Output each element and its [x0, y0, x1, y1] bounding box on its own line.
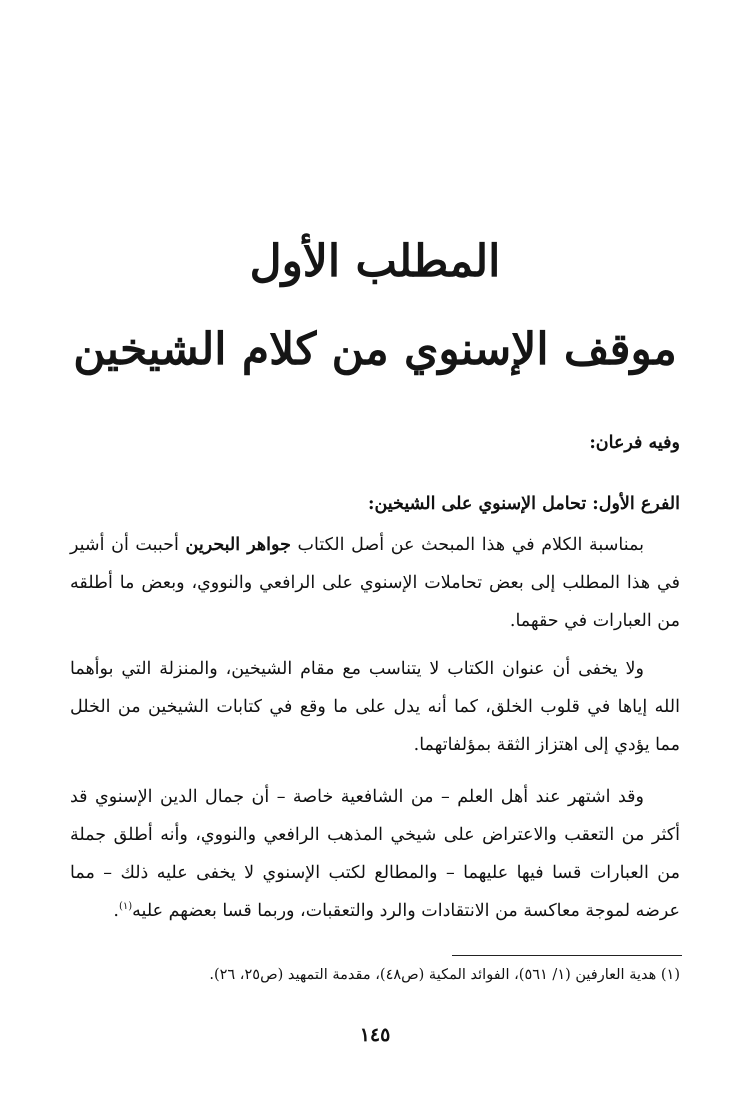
page-number: ١٤٥	[359, 1024, 391, 1046]
paragraph-2	[70, 650, 680, 764]
paragraph-2-text: ولا يخفى أن عنوان الكتاب لا يتناسب مع مقام الشيخين، والمنزلة التي بوأهما الله إياها في قلوب الخلق، كما أنه يدل على ما وقع في كتابات الشيخين من الخلل مما يؤدي إلى اهتزاز الثقة بمؤلفاتهما.	[70, 659, 680, 755]
section-title: المطلب الأول	[249, 236, 501, 287]
paragraph-1-start: بمناسبة الكلام في هذا المبحث عن أصل الكتاب	[297, 535, 644, 555]
intro-line: وفيه فرعان:	[589, 433, 680, 453]
paragraph-1	[70, 526, 680, 640]
footnote-reference: (١)	[118, 901, 133, 913]
paragraph-1-end: أحببت أن أشير في هذا المطلب إلى بعض تحاملات الإسنوي على الرافعي والنووي، وبعض ما أطلقه من العبارات في حقهما.	[70, 535, 680, 631]
footnote: (١) هدية العارفين (١/ ٥٦١)، الفوائد المكية (ص٤٨)، مقدمة التمهيد (ص٢٥، ٢٦).	[209, 967, 680, 983]
branch-heading: الفرع الأول: تحامل الإسنوي على الشيخين:	[368, 494, 680, 514]
footnote-divider	[452, 955, 682, 956]
paragraph-3: وقد اشتهر عند أهل العلم – من الشافعية خاصة – أن جمال الدين الإسنوي قد أكثر من التعقب والاعتراض على شيخي المذهب الرافعي والنووي، وأنه أطلق جملة من العبارات قسا فيها عليهما – والمطالع لكتب الإسنوي لا يخفى عليه ذلك – مما عرضه لموجة معاكسة من الانتقادات والرد والتعقبات، وربما قسا بعضهم عليه$^{(١)}$.	[70, 787, 680, 921]
paragraph-3-text: وقد اشتهر عند أهل العلم – من الشافعية خاصة – أن جمال الدين الإسنوي قد أكثر من التعقب والاعتراض على شيخي المذهب الرافعي والنووي، وأنه أطلق جملة من العبارات قسا فيها عليهما – والمطالع لكتب الإسنوي لا يخفى عليه ذلك – مما عرضه لموجة معاكسة من الانتقادات والرد والتعقبات، وربما قسا بعضهم عليه	[70, 787, 680, 921]
book-title: جواهر البحرين	[185, 535, 291, 555]
section-subtitle: موقف الإسنوي من كلام الشيخين	[73, 324, 677, 375]
